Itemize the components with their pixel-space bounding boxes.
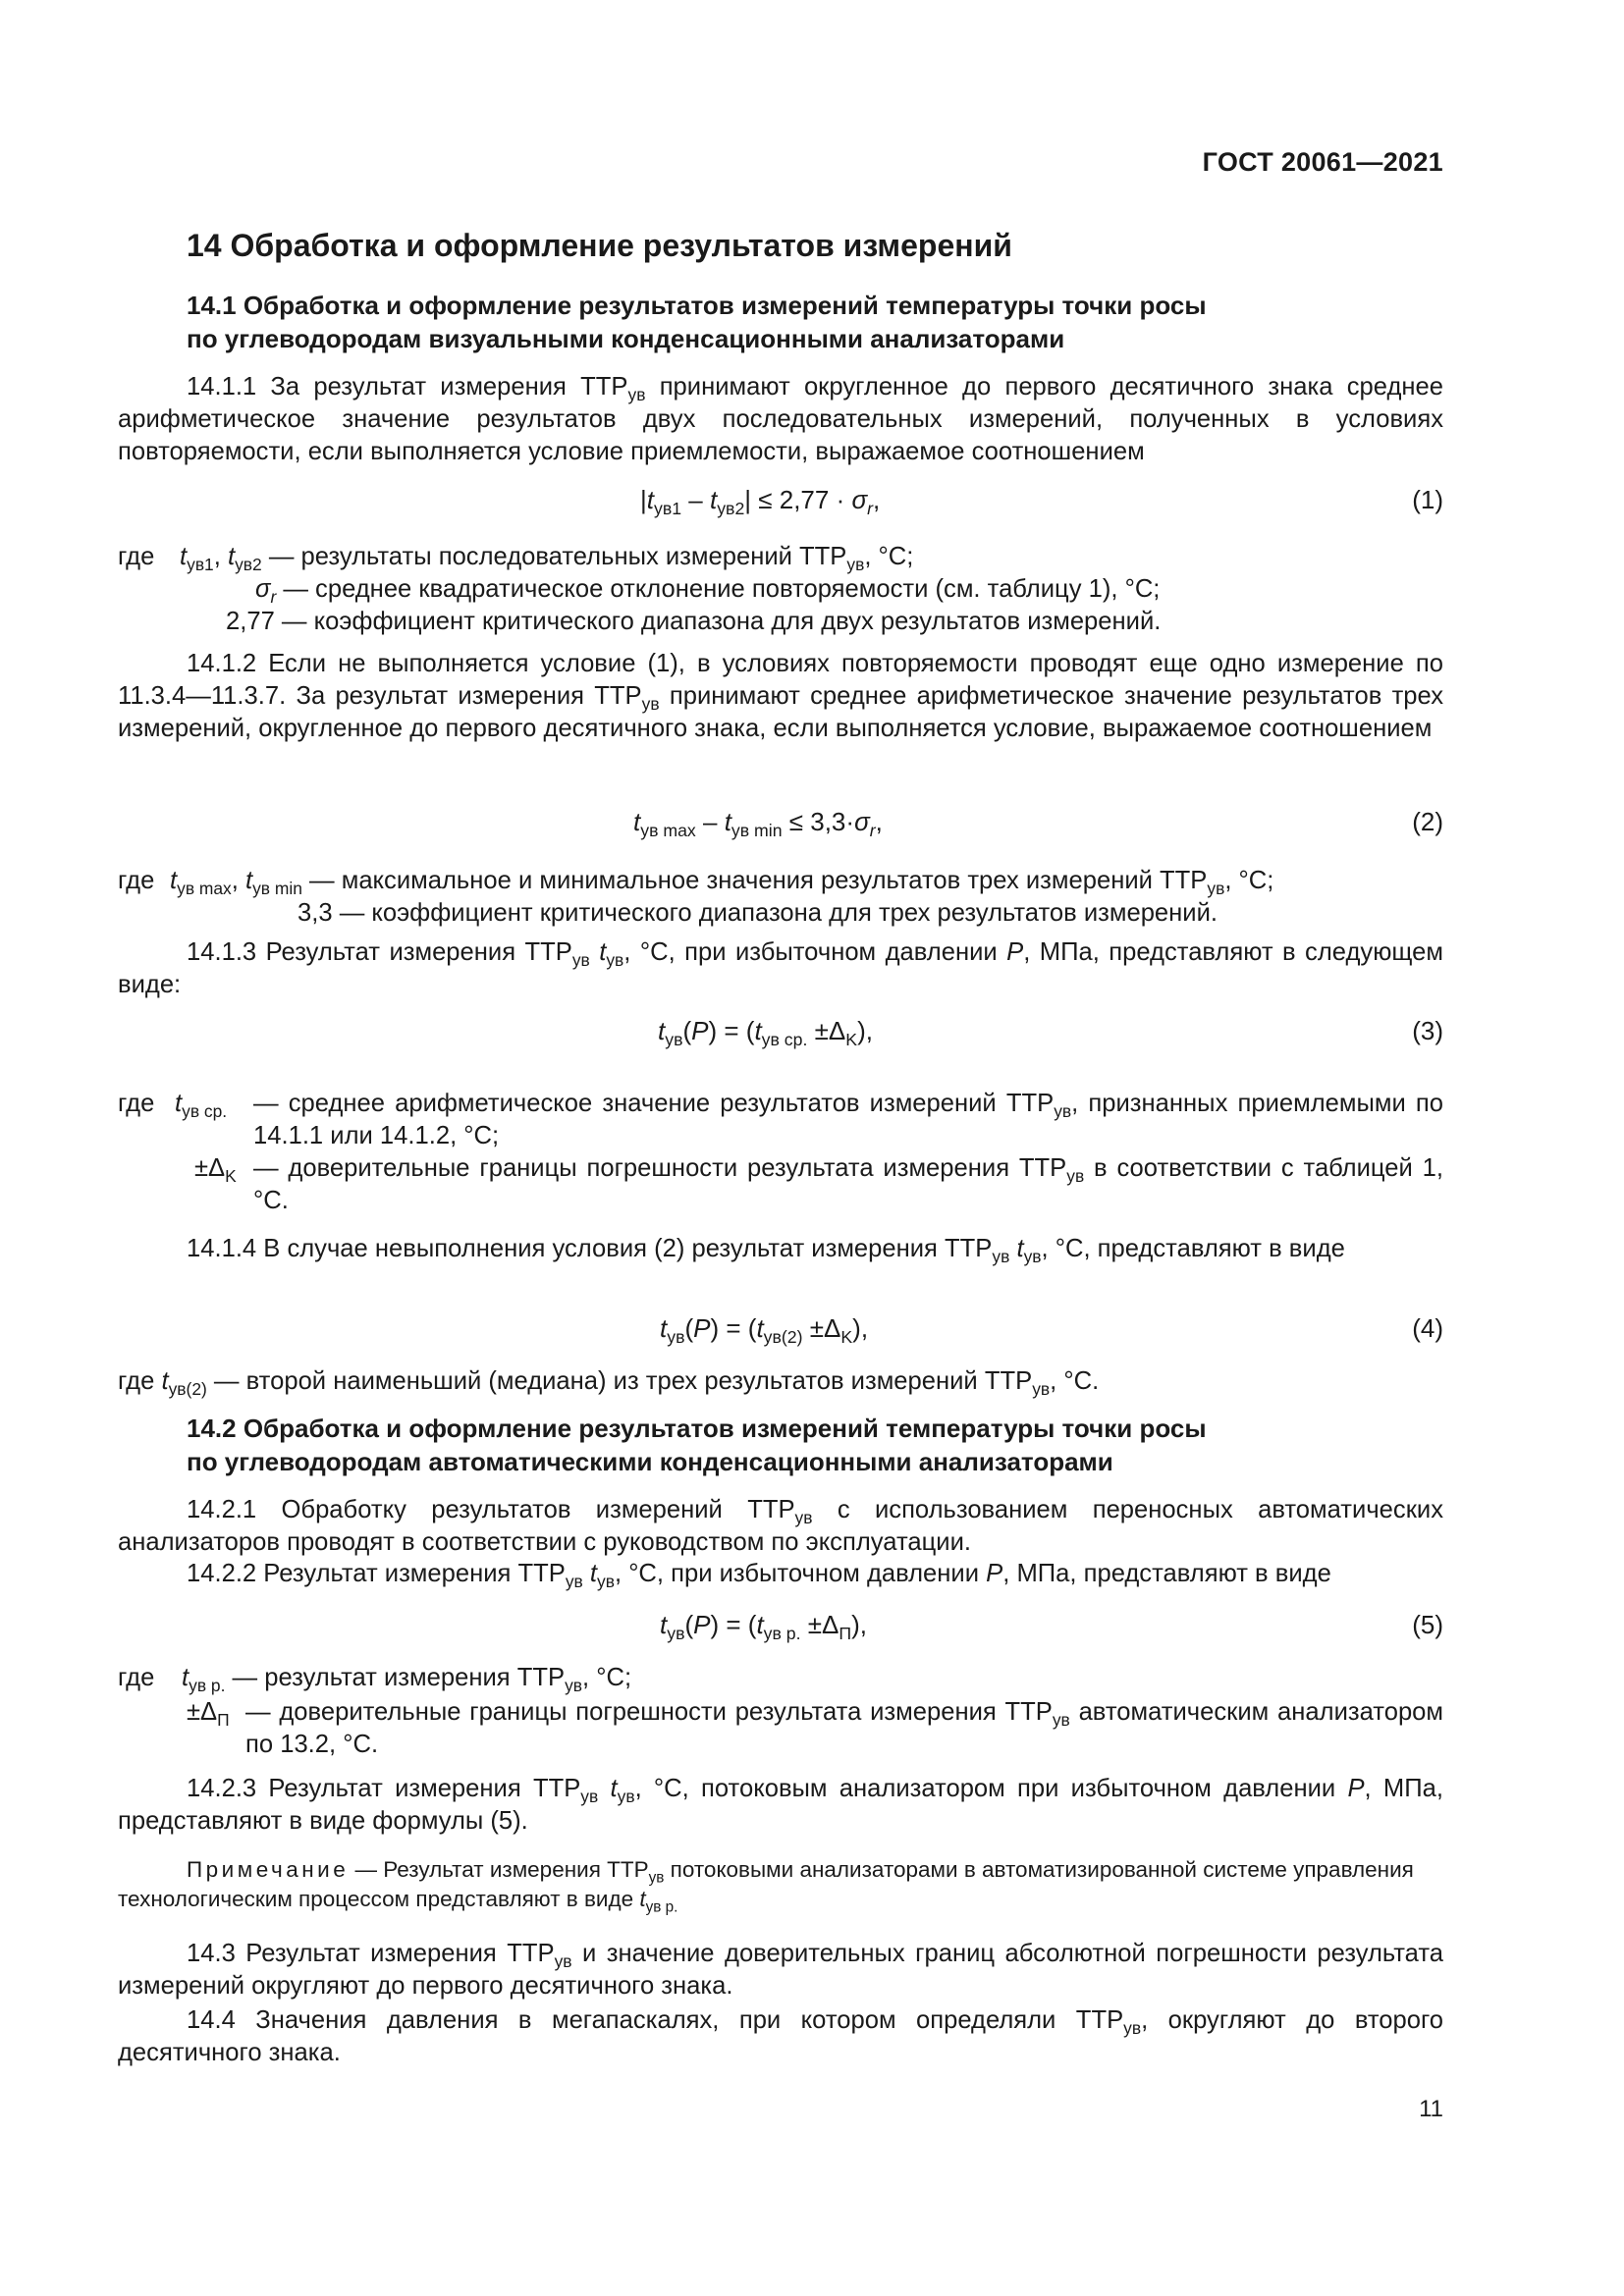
where-label-2: где — [118, 867, 155, 894]
formula-1: $|t_{ув1} - t_{ув2}| \le 2,77 \cdot \sigma_r$, — [640, 485, 881, 519]
formula-5-number: (5) — [1412, 1610, 1443, 1639]
paragraph-14-2-3: 14.2.3 Результат измерения $ТТР_{ув}$ $t_{ув}$, °С, потоковым анализатором при избыточном давлении P, МПа, представляют в виде формулы (5). — [118, 1775, 1443, 1836]
where-label-5: где — [118, 1664, 155, 1691]
formula-5: $t_{ув}(P) = (t_{ув р.} \pm\Delta_П)$, — [660, 1610, 868, 1644]
paragraph-14-1-2: 14.1.2 Если не выполняется условие (1), в условиях повторяемости проводят еще одно измерение по 11.3.4—11.3.7. За результат измерения $ТТР_{ув}$ принимают среднее арифметическое значение результатов трех измерений, округленное до первого десятичного знака, если выполняется условие, выражаемое соотношением — [118, 650, 1443, 743]
formula-2-number: (2) — [1412, 807, 1443, 836]
where-item-deltaK: — доверительные границы погрешности результата измерения $ТТР_{ув}$ в соответствии с таблицей 1, °С. — [253, 1154, 1444, 1214]
where-item-sigma: $\sigma_r$ — среднее квадратическое отклонение повторяемости (см. таблицу 1), °С; — [255, 575, 1161, 608]
where-label-3: где — [118, 1090, 155, 1117]
paragraph-14-1-4: 14.1.4 В случае невыполнения условия (2) результат измерения $ТТР_{ув}$ $t_{ув}$, °С, представляют в виде — [187, 1235, 1345, 1267]
page-number: 11 — [1419, 2096, 1443, 2122]
paragraph-14-4: 14.4 Значения давления в мегапаскалях, при котором определяли $ТТР_{ув}$, округляют до второго десятичного знака. — [118, 2006, 1443, 2067]
formula-2: $t_{ув max} - t_{ув min} \le 3,3\cdot\sigma_r$, — [633, 807, 883, 841]
formula-4-number: (4) — [1412, 1313, 1443, 1343]
formula-3: $t_{ув}(P) = (t_{ув ср.} \pm\Delta_K)$, — [658, 1016, 873, 1050]
where-item-deltaP: — доверительные границы погрешности результата измерения $ТТР_{ув}$ автоматическим анализатором по 13.2, °С. — [245, 1698, 1444, 1758]
where-item-tsr-symbol: $t_{ув ср.}$ — [175, 1090, 228, 1122]
where-item-33: 3,3 — коэффициент критического диапазона для трех результатов измерений. — [298, 899, 1218, 927]
section-14-title: 14 Обработка и оформление результатов измерений — [187, 228, 1012, 263]
where-item-tr: $t_{ув р.}$ — результат измерения $ТТР_{ув}$, °С; — [182, 1664, 632, 1696]
paragraph-14-2-2: 14.2.2 Результат измерения $ТТР_{ув}$ $t_{ув}$, °С, при избыточном давлении P, МПа, представляют в виде — [187, 1560, 1331, 1592]
note: Примечание — Результат измерения $ТТР_{ув}$ потоковыми анализаторами в автоматизированной системе управления технологическим процессом представляют в виде $t_{ув р.}$ — [118, 1857, 1414, 1916]
paragraph-14-3: 14.3 Результат измерения $ТТР_{ув}$ и значение доверительных границ абсолютной погрешности результата измерений округляют до первого десятичного знака. — [118, 1940, 1444, 2001]
where-item-t1-t2: $t_{ув1}$, $t_{ув2}$ — результаты последовательных измерений $ТТР_{ув}$, °С; — [180, 543, 914, 575]
where-item-deltaP-symbol: $\pm\Delta_П$ — [187, 1698, 230, 1731]
note-label: Примечание — [187, 1857, 350, 1882]
paragraph-14-1-3: 14.1.3 Результат измерения $ТТР_{ув}$ $t_{ув}$, °С, при избыточном давлении P, МПа, представляют в следующем виде: — [118, 938, 1443, 999]
paragraph-14-2-1: 14.2.1 Обработку результатов измерений $ТТР_{ув}$ с использованием переносных автоматических анализаторов проводят в соответствии с руководством по эксплуатации. — [118, 1496, 1443, 1557]
formula-3-number: (3) — [1412, 1016, 1443, 1045]
formula-1-number: (1) — [1412, 485, 1443, 514]
formula-4: $t_{ув}(P) = (t_{ув(2)} \pm\Delta_K)$, — [660, 1313, 869, 1348]
where-item-tmax-tmin: $t_{ув max}$, $t_{ув min}$ — максимальное и минимальное значения результатов трех измерений $ТТР_{ув}$, °С; — [170, 867, 1274, 899]
paragraph-14-1-1: 14.1.1 За результат измерения $ТТР_{ув}$ принимают округленное до первого десятичного знака среднее арифметическое значение результатов двух последовательных измерений, полученных в условиях повторяемости, если выполняется условие приемлемости, выражаемое соотношением — [118, 373, 1443, 466]
section-14-1-title: 14.1 Обработка и оформление результатов измерений температуры точки росы по углеводородам визуальными конденсационными анализаторами — [187, 291, 1207, 353]
where-item-deltaK-symbol: $\pm\Delta_K$ — [194, 1154, 237, 1187]
where-item-median: где $t_{ув(2)}$ — второй наименьший (медиана) из трех результатов измерений $ТТР_{ув}$, °С. — [118, 1367, 1100, 1400]
where-label-1: где — [118, 543, 155, 570]
section-14-2-title: 14.2 Обработка и оформление результатов измерений температуры точки росы по углеводородам автоматическими конденсационными анализаторами — [187, 1414, 1207, 1476]
where-item-277: 2,77 — коэффициент критического диапазона для двух результатов измерений. — [226, 608, 1162, 635]
where-item-tsr: — среднее арифметическое значение результатов измерений $ТТР_{ув}$, признанных приемлемыми по 14.1.1 или 14.1.2, °С; — [253, 1090, 1444, 1149]
standard-number: ГОСТ 20061—2021 — [1202, 147, 1443, 177]
